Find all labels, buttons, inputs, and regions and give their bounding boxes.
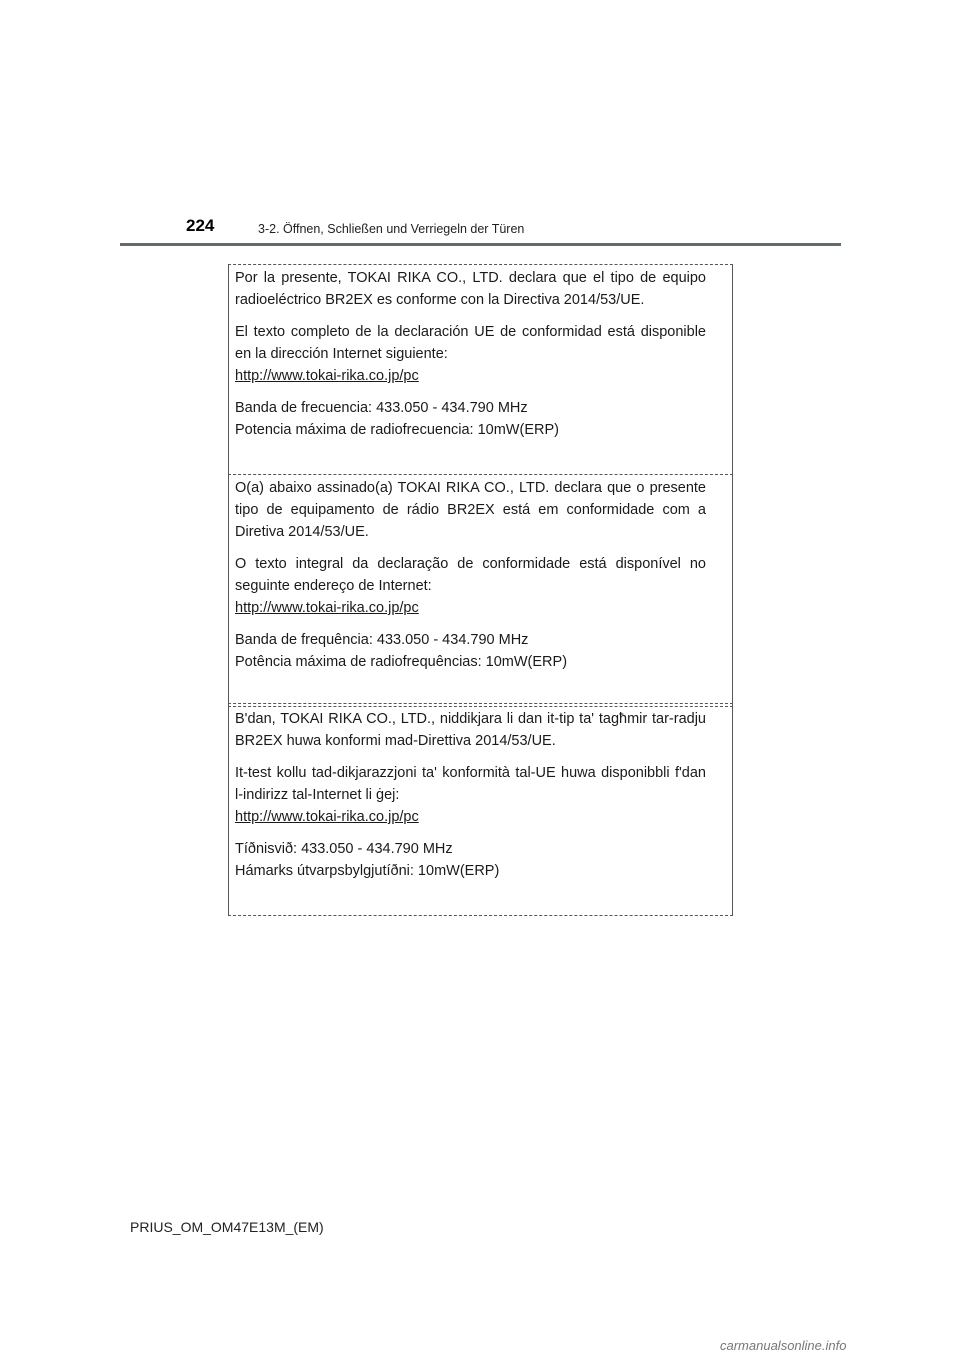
document-code: PRIUS_OM_OM47E13M_(EM) (130, 1219, 324, 1235)
box-bottom-border (228, 915, 733, 916)
availability-text: El texto completo de la declaración UE de conformidad está disponible en la dirección Internet siguiente: (235, 324, 706, 362)
declaration-link[interactable]: http://www.tokai-rika.co.jp/pc (235, 600, 419, 616)
declaration-text: Por la presente, TOKAI RIKA CO., LTD. declara que el tipo de equipo radioeléctrico BR2EX es conforme con la Directiva 2014/53/UE. (235, 270, 706, 308)
frequency-text: Banda de frecuencia: 433.050 - 434.790 MHz (235, 400, 528, 416)
declaration-text: O(a) abaixo assinado(a) TOKAI RIKA CO., LTD. declara que o presente tipo de equipamento de rádio BR2EX está em conformidade com a Diretiva 2014/53/UE. (235, 480, 706, 540)
declaration-spanish (235, 267, 706, 441)
declaration-link[interactable]: http://www.tokai-rika.co.jp/pc (235, 368, 419, 384)
power-text: Potencia máxima de radiofrecuencia: 10mW(ERP) (235, 422, 559, 438)
page-number: 224 (186, 216, 215, 235)
power-text: Hámarks útvarpsbylgjutíðni: 10mW(ERP) (235, 863, 500, 879)
section-title: 3-2. Öffnen, Schließen und Verriegeln der Türen (258, 222, 525, 236)
frequency-text: Banda de frequência: 433.050 - 434.790 MHz (235, 632, 529, 648)
declaration-portuguese (235, 477, 706, 673)
declaration-text: B'dan, TOKAI RIKA CO., LTD., niddikjara li dan it-tip ta' tagħmir tar-radju BR2EX huwa konformi mad-Direttiva 2014/53/UE. (235, 711, 706, 749)
availability-text: It-test kollu tad-dikjarazzjoni ta' konformità tal-UE huwa disponibbli f'dan l-indirizz tal-Internet li ġej: (235, 765, 706, 803)
section-divider (228, 474, 733, 475)
watermark: carmanualsonline.info (720, 1338, 847, 1353)
power-text: Potência máxima de radiofrequências: 10mW(ERP) (235, 654, 568, 670)
declaration-maltese (235, 708, 706, 882)
section-divider (228, 703, 733, 707)
availability-text: O texto integral da declaração de conformidade está disponível no seguinte endereço de Internet: (235, 556, 706, 594)
box-top-border (228, 264, 733, 265)
declaration-link[interactable]: http://www.tokai-rika.co.jp/pc (235, 809, 419, 825)
frequency-text: Tíðnisvið: 433.050 - 434.790 MHz (235, 841, 453, 857)
header-rule (120, 243, 841, 246)
